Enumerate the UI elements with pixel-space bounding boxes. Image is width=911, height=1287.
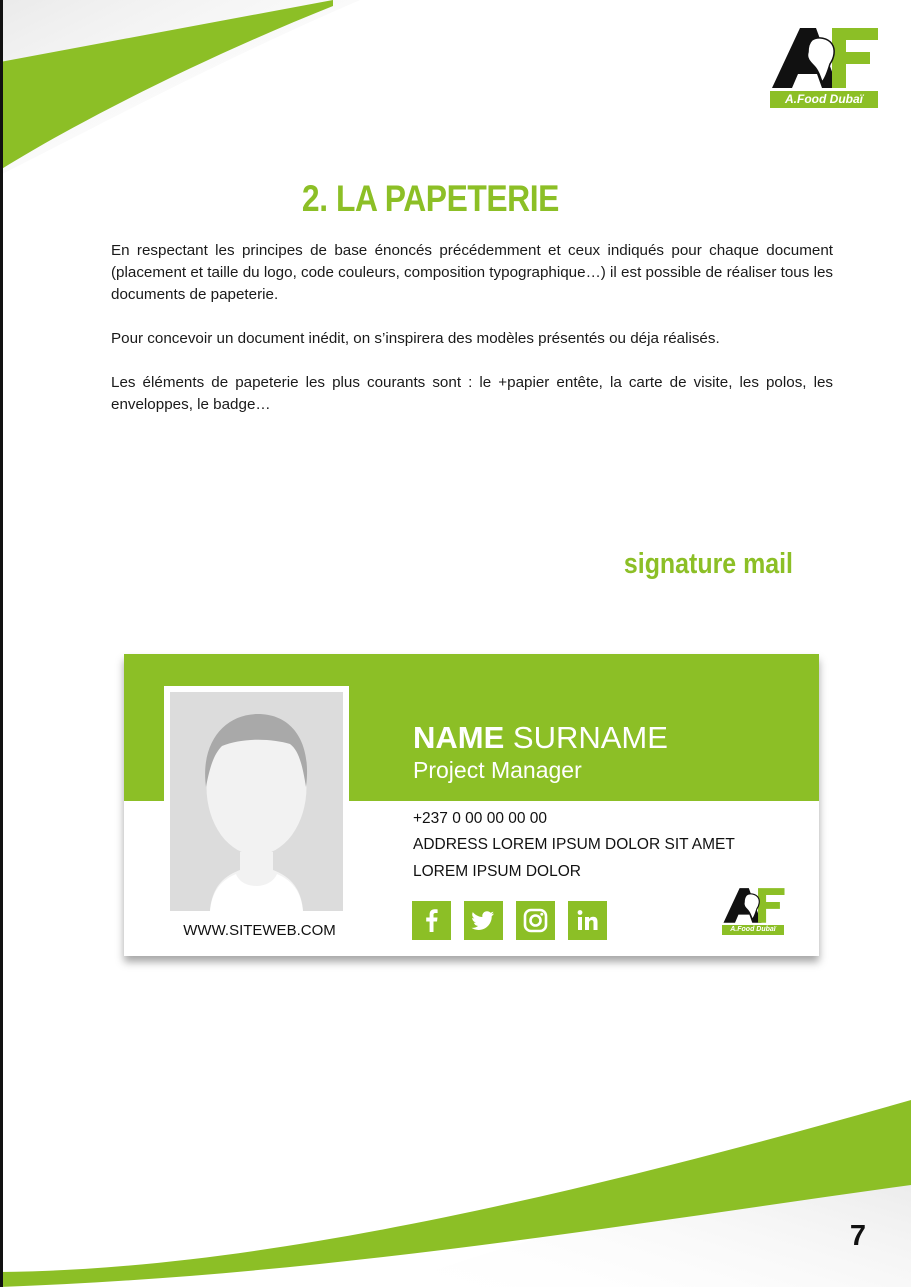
instagram-icon [516,901,555,940]
facebook-button[interactable] [412,901,451,940]
avatar-placeholder [170,692,343,911]
email-signature-card [124,654,819,956]
af-monogram-small-icon [722,887,786,925]
section-title: 2. LA PAPETERIE [301,178,559,219]
linkedin-button[interactable] [568,901,607,940]
linkedin-icon [568,901,607,940]
person-silhouette-icon [170,692,343,911]
signature-phone: +237 0 00 00 00 00 [413,810,548,827]
signature-role: Project Manager [413,757,582,783]
card-brand-logo [722,887,786,935]
photo-frame [164,686,349,916]
website-link[interactable]: WWW.SITEWEB.COM [183,922,336,939]
twitter-icon [464,901,503,940]
card-brand-logo-caption: A.Food Dubaï [722,925,784,935]
signature-address-line-1: ADDRESS LOREM IPSUM DOLOR SIT AMET [413,836,735,853]
paragraph-2: Pour concevoir un document inédit, on s’inspirera des modèles présentés ou déja réalisés. [111,330,720,347]
signature-address-line-2: LOREM IPSUM DOLOR [413,863,581,880]
signature-mail-heading: signature mail [623,548,793,580]
facebook-icon [412,901,451,940]
af-monogram-icon [770,26,880,92]
paragraph-1: En respectant les principes de base énoncés précédemment et ceux indiqués pour chaque document (placement et taille du logo, code couleurs, composition typographique…) il est possible de réaliser tous les documents de papeterie. [111,242,833,303]
brand-logo-caption: A.Food Dubaï [770,91,878,108]
twitter-button[interactable] [464,901,503,940]
page-number: 7 [849,1220,867,1252]
signature-name [413,720,668,756]
signature-surname: SURNAME [504,720,668,755]
brand-logo [770,26,880,108]
body-text [111,240,833,438]
instagram-button[interactable] [516,901,555,940]
left-edge-rule [0,0,3,1287]
signature-first-name: NAME [413,720,505,755]
paragraph-3: Les éléments de papeterie les plus courants sont : le +papier entête, la carte de visite, les polos, les enveloppes, le badge… [111,374,833,413]
